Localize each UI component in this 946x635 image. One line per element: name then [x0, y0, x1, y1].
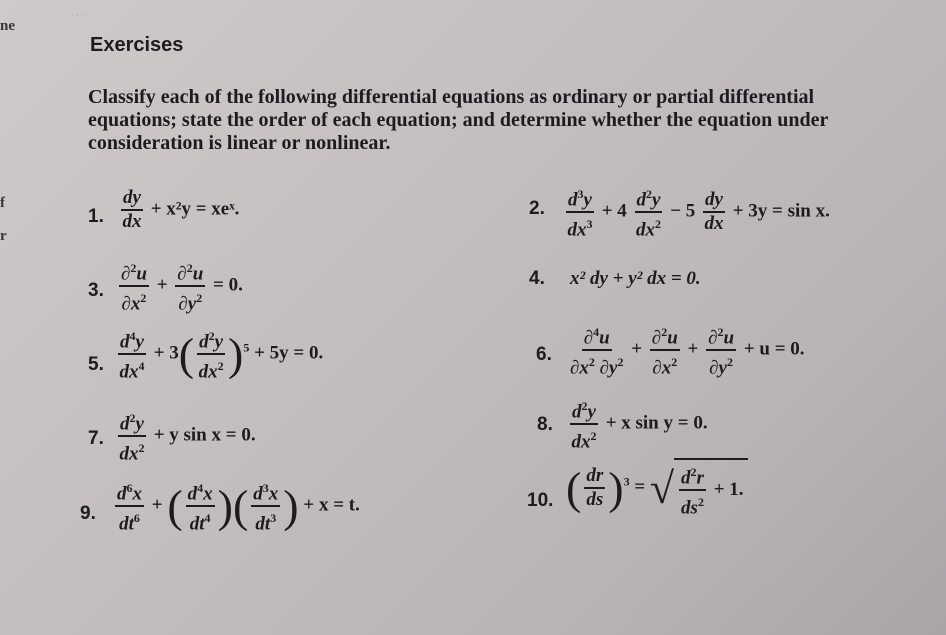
problem-7-equation	[115, 408, 256, 465]
problem-number: 8.	[537, 414, 553, 435]
problem-6-equation: $\frac{\partial^4u}{\partial x^2 \partial y^2}$ + $\frac{\partial^2u}{\partial x^2}$ + $\frac{\partial^2u}{\partial y^2}$ + u = 0.	[567, 322, 805, 379]
problem-9-equation: $\frac{d^6x}{dt^6}$ + ( $\frac{d^4x}{dt^4}$ )( $\frac{d^3x}{dt^3}$ ) + x = t.	[112, 478, 360, 535]
problem-1-equation	[118, 188, 239, 232]
derivative-fraction: $\frac{\partial^4u}{\partial x^2 \partial y^2}$	[570, 322, 623, 379]
derivative-fraction: $\frac{dy}{dx}$	[122, 187, 142, 232]
derivative-fraction: $\frac{d^3y}{dx^3}$	[566, 184, 594, 241]
problem-3-equation: $\frac{\partial^2u}{\partial x^2}$ + $\frac{\partial^2u}{\partial y^2}$ = 0.	[116, 258, 243, 315]
derivative-fraction: $\frac{d^4x}{dt^4}$	[186, 478, 215, 535]
problem-number: 1.	[88, 206, 104, 227]
problem-5-equation: $\frac{d^4y}{dx^4}$ + 3( $\frac{d^2y}{dx^2}$ )$^5$ + 5y = 0.	[115, 326, 323, 383]
problem-4-equation: x² dy + y² dx = 0.	[570, 268, 701, 289]
problem-number: 6.	[536, 344, 552, 365]
problem-number: 4.	[529, 268, 545, 289]
equation-tail: + y sin x = 0.	[153, 424, 256, 446]
equation-tail: + 1.	[713, 479, 744, 501]
derivative-fraction: $\frac{d^2y}{dx^2}$	[118, 408, 146, 465]
equation-tail: + x = t.	[303, 494, 360, 516]
problem-2-equation: $\frac{d^3y}{dx^3}$ + 4 $\frac{d^2y}{dx^2}$ − 5 $\frac{dy}{dx}$ + 3y = sin x.	[563, 184, 830, 241]
derivative-fraction: $\frac{\partial^2u}{\partial x^2}$	[650, 322, 680, 379]
problem-number: 5.	[88, 354, 104, 375]
problem-8-equation	[567, 396, 708, 453]
problem-number: 7.	[88, 428, 104, 449]
derivative-fraction: $\frac{\partial^2u}{\partial x^2}$	[119, 258, 149, 315]
derivative-fraction: $\frac{d^2y}{dx^2}$	[570, 396, 598, 453]
derivative-fraction: $\frac{d^6x}{dt^6}$	[115, 478, 144, 535]
derivative-fraction: $\frac{d^4y}{dx^4}$	[118, 326, 146, 383]
exercises-heading: Exercises	[90, 34, 184, 56]
derivative-fraction: $\frac{\partial^2u}{\partial y^2}$	[706, 322, 736, 379]
derivative-fraction: $\frac{d^3x}{dt^3}$	[251, 478, 280, 535]
problem-10-equation: ( $\frac{dr}{ds}$ )$^3$ = √ $\frac{d^2r}{ds^2}$ + 1.	[566, 458, 748, 519]
problem-number: 3.	[88, 280, 104, 301]
equation-tail: + u = 0.	[743, 338, 805, 360]
derivative-fraction: $\frac{d^2y}{dx^2}$	[197, 326, 225, 383]
problem-number: 2.	[529, 198, 545, 219]
margin-mark: f	[0, 195, 5, 211]
square-root: √ $\frac{d^2r}{ds^2}$ + 1.	[650, 458, 748, 519]
derivative-fraction: $\frac{\partial^2u}{\partial y^2}$	[175, 258, 205, 315]
equation-tail: + 5y = 0.	[254, 342, 324, 364]
equation-tail: = 0.	[213, 274, 243, 296]
equation-tail: + x sin y = 0.	[605, 412, 708, 434]
problem-number: 9.	[80, 503, 96, 524]
derivative-fraction: $\frac{d^2y}{dx^2}$	[635, 184, 663, 241]
derivative-fraction: $\frac{d^2r}{ds^2}$	[679, 462, 706, 519]
derivative-fraction: $\frac{dr}{ds}$	[586, 465, 604, 511]
margin-mark: ne	[0, 18, 15, 34]
equation-tail: + 3y = sin x.	[732, 200, 830, 222]
bleed-through-text: …	[70, 4, 86, 20]
derivative-fraction: $\frac{dy}{dx}$	[704, 189, 724, 235]
equation-tail: + x²y = xeˣ.	[150, 198, 240, 220]
instructions-paragraph: Classify each of the following differential equations as ordinary or partial differential equations; state the order of each equation; and determine whether the equation under consideration is linear or nonlinear.	[88, 86, 828, 154]
problem-number: 10.	[527, 490, 554, 511]
margin-mark: r	[0, 228, 7, 244]
